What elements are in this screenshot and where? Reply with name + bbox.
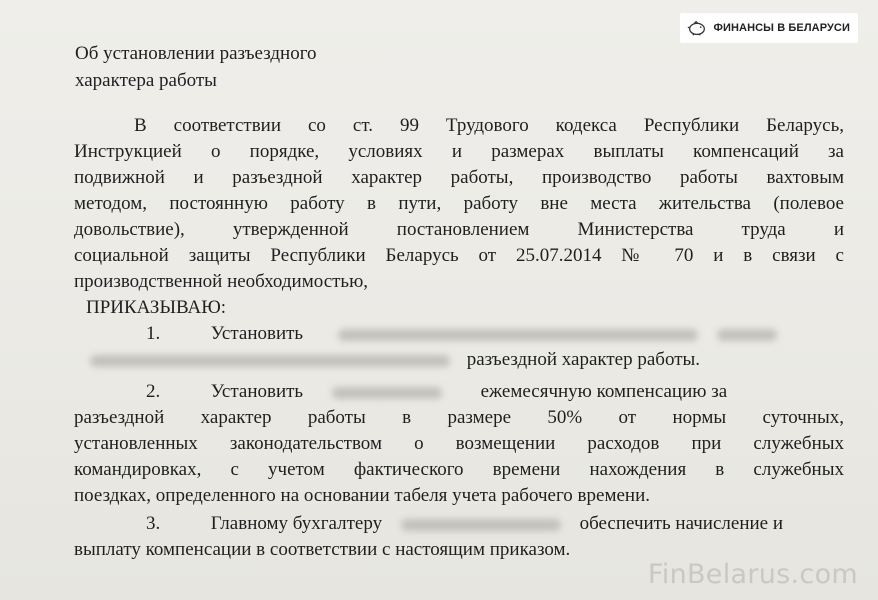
item-2-line: разъездной характер работы в размере 50% от нормы суточных, xyxy=(74,407,844,428)
title-line-2: характера работы xyxy=(75,70,217,91)
redacted-department xyxy=(90,355,450,367)
source-badge xyxy=(680,13,859,43)
preamble-line: подвижной и разъездной характер работы, производство работы вахтовым xyxy=(74,167,844,188)
preamble-line: производственной необходимостью, xyxy=(74,271,369,292)
redacted-accountant-name xyxy=(401,519,561,531)
item-2 xyxy=(74,379,844,405)
piggy-bank-icon xyxy=(686,18,708,38)
preamble-line: социальной защиты Республики Беларусь от 25.07.2014 № 70 и в связи с xyxy=(74,245,844,266)
redacted-employee-name xyxy=(338,329,698,341)
watermark: FinBelarus.com xyxy=(647,559,858,590)
preamble-line: довольствие), утвержденной постановлением Министерства труда и xyxy=(74,219,844,240)
item-2-rest: ежемесячную компенсацию за xyxy=(480,381,728,402)
item-3-line-2: выплату компенсации в соответствии с настоящим приказом. xyxy=(74,539,571,560)
item-1-tail: разъездной характер работы. xyxy=(466,349,701,370)
order-word: ПРИКАЗЫВАЮ: xyxy=(86,297,227,318)
item-3-rest: обеспечить начисление и xyxy=(579,513,784,534)
preamble-line: В соответствии со ст. 99 Трудового кодекса Республики Беларусь, xyxy=(134,115,844,136)
item-1-line-2 xyxy=(74,347,844,373)
title-line-1: Об установлении разъездного xyxy=(75,43,317,64)
item-3-lead: Главному бухгалтеру xyxy=(210,513,383,534)
item-3 xyxy=(74,511,844,537)
item-1-lead: Установить xyxy=(210,323,304,344)
badge-label: ФИНАНСЫ В БЕЛАРУСИ xyxy=(713,22,850,34)
item-2-line: установленных законодательством о возмещении расходов при служебных xyxy=(74,433,844,454)
item-3-number: 3. xyxy=(146,513,161,534)
document-title xyxy=(75,40,317,94)
document-body xyxy=(74,113,844,563)
item-2-line: командировках, с учетом фактического времени нахождения в служебных xyxy=(74,459,844,480)
item-1 xyxy=(74,321,844,347)
preamble-line: Инструкцией о порядке, условиях и размерах выплаты компенсаций за xyxy=(74,141,844,162)
redacted-employee-name xyxy=(332,387,442,399)
redacted-position xyxy=(717,329,777,341)
preamble-line: методом, постоянную работу в пути, работу вне места жительства (полевое xyxy=(74,193,844,214)
item-2-number: 2. xyxy=(146,381,161,402)
item-1-number: 1. xyxy=(146,323,161,344)
item-2-line: поездках, определенного на основании табеля учета рабочего времени. xyxy=(74,485,650,506)
item-2-lead: Установить xyxy=(210,381,304,402)
